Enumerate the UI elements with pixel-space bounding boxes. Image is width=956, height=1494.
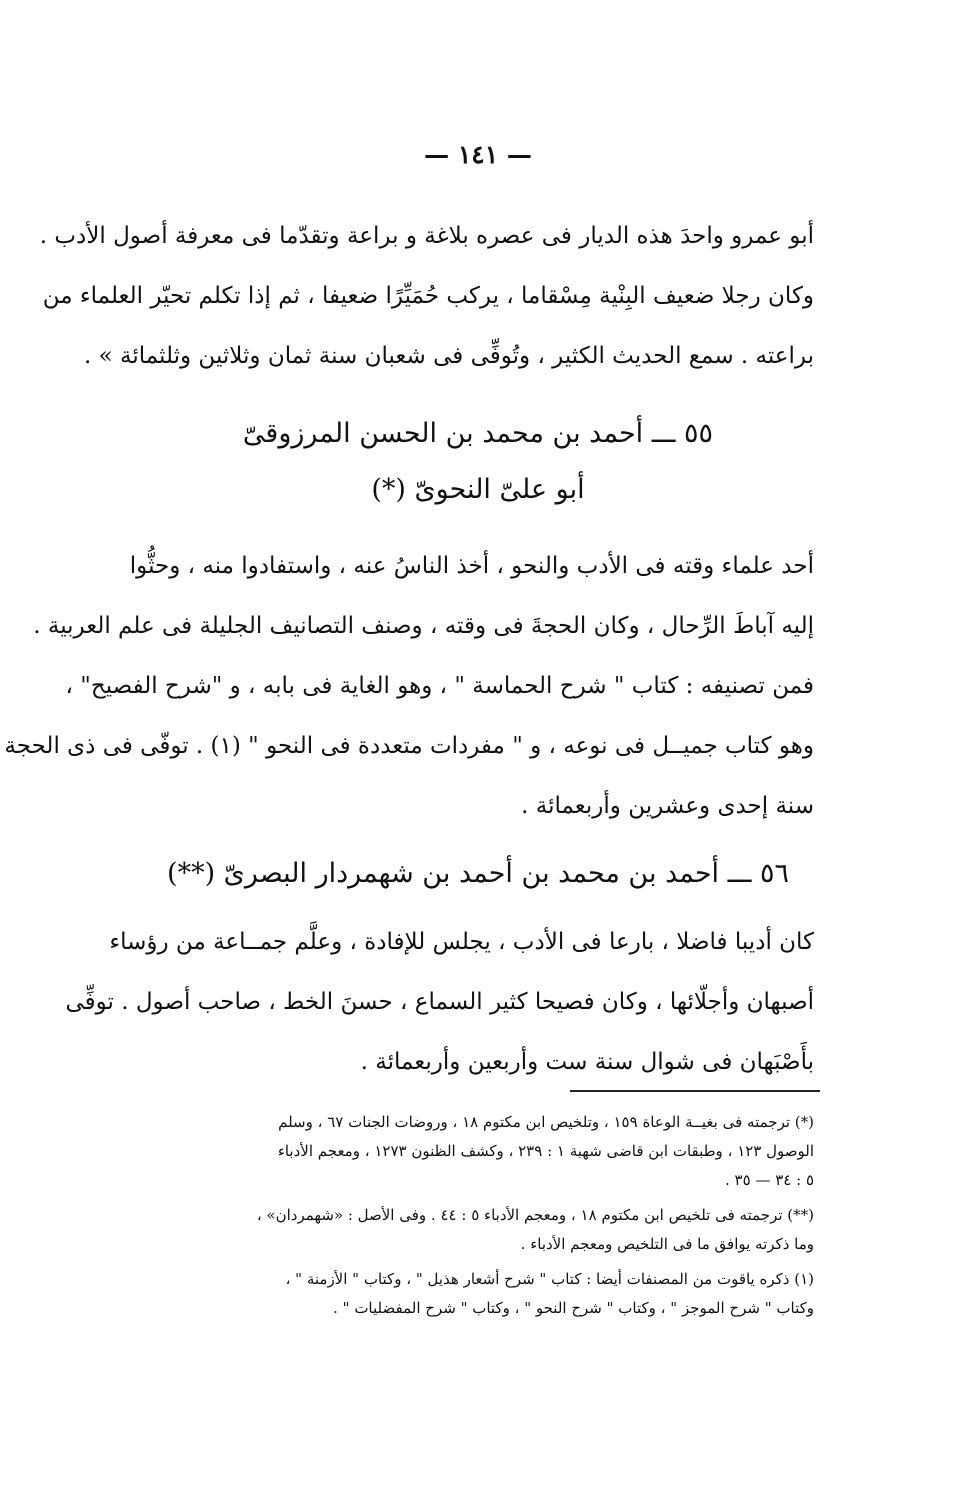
entry-55-line: فمن تصنيفه : كتاب " شرح الحماسة " ، وهو الغاية فى بابه ، و "شرح الفصيح" ، (65, 673, 814, 699)
entry-56-line: أصبهان وأجلّائها ، وكان فصيحا كثير السماع ، حسنَ الخط ، صاحب أصول . توفِّى (65, 989, 814, 1015)
intro-paragraph (39, 206, 814, 386)
footnote-1-line: (*) ترجمته فى بغيــة الوعاة ١٥٩ ، وتلخيص ابن مكتوم ١٨ ، وروضات الجنات ٦٧ ، وسلم (278, 1113, 814, 1131)
entry-55-paragraph (4, 536, 814, 836)
entry-55-line: إليه آباطَ الرِّحال ، وكان الحجةَ فى وقته ، وصنف التصانيف الجليلة فى علم العربية . (33, 613, 814, 639)
entry-55-subheading: أبو علىّ النحوىّ (*) (371, 474, 585, 505)
footnote-3-line: وكتاب " شرح الموجز " ، وكتاب " شرح النحو " ، وكتاب " شرح المفضليات " . (333, 1299, 814, 1317)
entry-56-paragraph (65, 912, 814, 1092)
page-number: — ١٤١ — (424, 140, 532, 169)
footnote-1-line: الوصول ١٢٣ ، وطبقات ابن قاضى شهبة ١ : ٢٣٩ ، وكشف الظنون ١٢٧٣ ، ومعجم الأدباء (277, 1142, 814, 1160)
footnote-1-line: ٥ : ٣٤ — ٣٥ . (725, 1171, 814, 1189)
entry-55-heading: ٥٥ ـــ أحمد بن محمد بن الحسن المرزوقىّ (242, 418, 714, 449)
entry-56-line: بأَصْبَهان فى شوال سنة ست وأربعين وأربعمائة . (360, 1049, 814, 1075)
entry-56-line: كان أديبا فاضلا ، بارعا فى الأدب ، يجلس للإفادة ، وعلَّم جمــاعة من رؤساء (109, 929, 814, 955)
footnote-3-line: (١) ذكره ياقوت من المصنفات أيضا : كتاب " شرح أشعار هذيل " ، وكتاب " الأزمنة " ، (285, 1270, 814, 1288)
footnote-divider (570, 1090, 820, 1092)
entry-56-heading: ٥٦ ـــ أحمد بن محمد بن أحمد بن شهمردار البصرىّ (**) (167, 858, 789, 889)
entry-55-line: أحد علماء وقته فى الأدب والنحو ، أخذ الناسُ عنه ، واستفادوا منه ، وحثُّوا (129, 553, 814, 579)
entry-55-line: وهو كتاب جميــل فى نوعه ، و " مفردات متعددة فى النحو " (١) . توفّى فى ذى الحجة (4, 733, 814, 759)
intro-line: براعته . سمع الحديث الكثير ، وتُوفِّى فى شعبان سنة ثمان وثلاثين وثلثمائة » . (84, 343, 814, 369)
footnotes (134, 1108, 814, 1323)
intro-line: أبو عمرو واحدَ هذه الديار فى عصره بلاغة و براعة وتقدّما فى معرفة أصول الأدب . (39, 223, 814, 249)
footnote-2-line: وما ذكرته يوافق ما فى التلخيص ومعجم الأدباء . (520, 1235, 814, 1253)
intro-line: وكان رجلا ضعيف البِنْية مِسْقاما ، يركب حُمَيِّرًا ضعيفا ، ثم إذا تكلم تحيّر العلماء من (42, 283, 814, 309)
footnote-2-line: (**) ترجمته فى تلخيص ابن مكتوم ١٨ ، ومعجم الأدباء ٥ : ٤٤ . وفى الأصل : «شهمردان» ، (256, 1206, 814, 1224)
entry-55-line: سنة إحدى وعشرين وأربعمائة . (521, 793, 814, 819)
